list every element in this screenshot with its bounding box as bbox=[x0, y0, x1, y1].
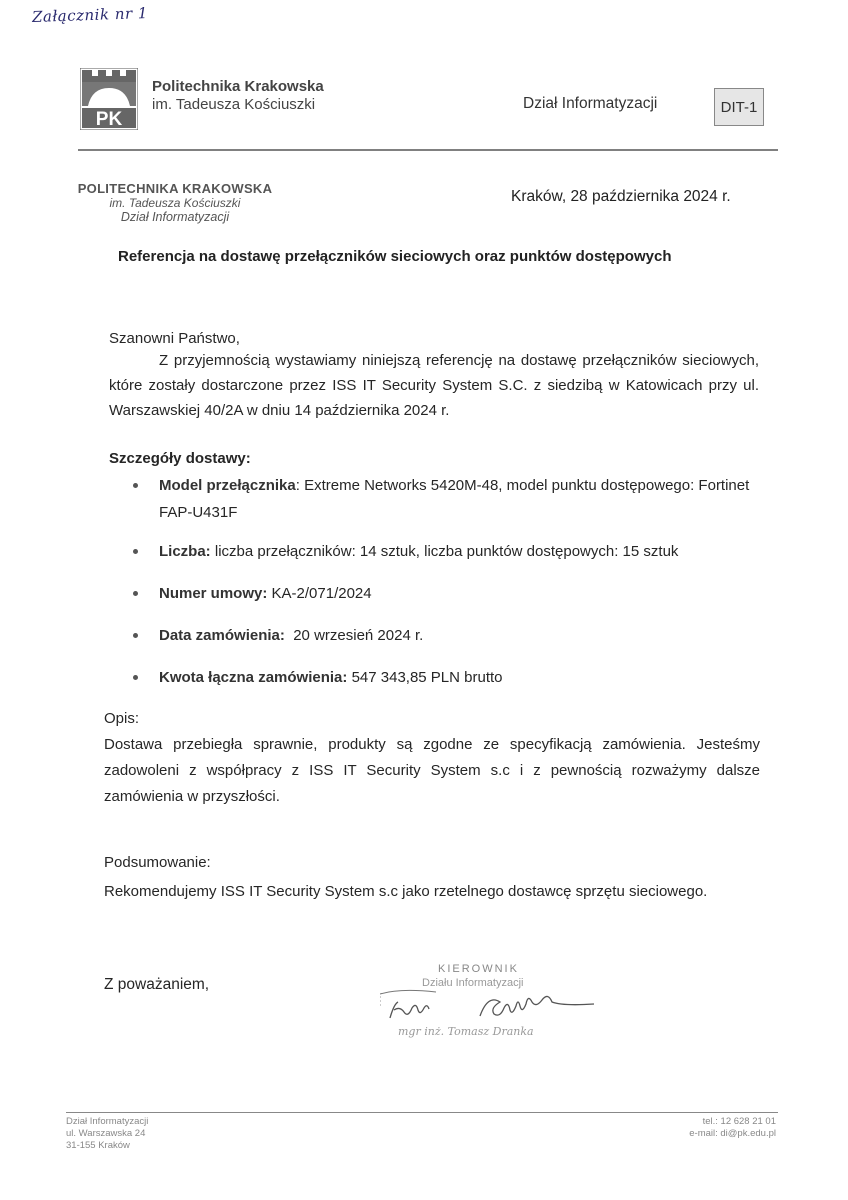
footer-divider bbox=[66, 1112, 778, 1113]
list-item-switch-model: Model przełącznika: Extreme Networks 5420M-48, model punktu dostępowego: Fortinet FAP-U431F bbox=[131, 472, 771, 526]
closing-phrase: Z poważaniem, bbox=[104, 976, 210, 993]
stamp-line-1: POLITECHNIKA KRAKOWSKA bbox=[77, 181, 273, 196]
item-label: Numer umowy: bbox=[159, 585, 268, 602]
summary-label: Podsumowanie: bbox=[104, 854, 211, 871]
item-value: liczba przełączników: 14 sztuk, liczba punktów dostępowych: 15 sztuk bbox=[214, 543, 679, 560]
description-text: Dostawa przebiegła sprawnie, produkty są zgodne ze specyfikacją zamówienia. Jesteśmy zadowoleni z współpracy z ISS IT Security System s.c i z pewnością rozważymy dalsze zamówienia w przyszłości. bbox=[104, 736, 760, 805]
bullet-icon bbox=[133, 633, 138, 638]
bullet-icon bbox=[133, 483, 138, 488]
greeting: Szanowni Państwo, bbox=[109, 330, 240, 347]
department-code-badge: DIT-1 bbox=[714, 88, 764, 126]
item-value: KA-2/071/2024 bbox=[271, 585, 372, 602]
summary-text: Rekomendujemy ISS IT Security System s.c jako rzetelnego dostawcę sprzętu sieciowego. bbox=[104, 883, 708, 900]
item-label: Model przełącznika bbox=[159, 477, 296, 494]
organization-name: Politechnika Krakowska bbox=[152, 78, 324, 95]
bullet-icon bbox=[133, 549, 138, 554]
university-logo bbox=[80, 68, 138, 130]
item-value: 547 343,85 PLN brutto bbox=[351, 669, 503, 686]
department-name: Dział Informatyzacji bbox=[523, 95, 658, 112]
handwritten-signature bbox=[380, 988, 620, 1028]
description-label: Opis: bbox=[104, 710, 140, 727]
svg-text:PK: PK bbox=[95, 109, 123, 130]
list-item-quantity bbox=[131, 538, 771, 565]
footer-phone: tel.: 12 628 21 01 bbox=[702, 1116, 776, 1127]
item-value: 20 wrzesień 2024 r. bbox=[293, 627, 424, 644]
footer-contact bbox=[689, 1116, 776, 1140]
list-item-total-amount bbox=[131, 664, 771, 691]
institution-stamp bbox=[70, 181, 280, 224]
header-divider bbox=[78, 149, 778, 151]
item-value: Extreme Networks 5420M-48, model punktu dostępowego: Fortinet FAP-U431F bbox=[159, 477, 750, 521]
delivery-details-list bbox=[131, 472, 771, 691]
list-item-order-date bbox=[131, 622, 771, 649]
bullet-icon bbox=[133, 591, 138, 596]
pk-crest-icon bbox=[80, 68, 138, 130]
document-date: Kraków, 28 października 2024 r. bbox=[511, 188, 731, 205]
signature-icon bbox=[380, 988, 620, 1028]
intro-paragraph: Z przyjemnością wystawiamy niniejszą referencję na dostawę przełączników sieciowych, które zostały dostarczone przez ISS IT Security System S.C. z siedzibą w Katowicach przy ul. Warszawskiej 40/2A w dniu 14 października 2024 r. bbox=[109, 352, 759, 419]
signature-stamp-department: Działu Informatyzacji bbox=[422, 977, 524, 989]
details-heading: Szczegóły dostawy: bbox=[109, 450, 251, 467]
signature-stamp-title: KIEROWNIK bbox=[438, 963, 519, 975]
stamp-line-2: im. Tadeusza Kościuszki bbox=[109, 196, 241, 210]
item-label: Kwota łączna zamówienia: bbox=[159, 669, 348, 686]
footer-email: e-mail: di@pk.edu.pl bbox=[689, 1128, 776, 1139]
document-title: Referencja na dostawę przełączników sieciowych oraz punktów dostępowych bbox=[118, 248, 672, 265]
signatory-name: mgr inż. Tomasz Dranka bbox=[398, 1025, 534, 1038]
bullet-icon bbox=[133, 675, 138, 680]
handwritten-attachment-note: Załącznik nr 1 bbox=[31, 3, 149, 27]
stamp-line-3: Dział Informatyzacji bbox=[120, 210, 230, 224]
item-label: Liczba: bbox=[159, 543, 211, 560]
organization-subtitle: im. Tadeusza Kościuszki bbox=[152, 96, 316, 113]
item-label: Data zamówienia: bbox=[159, 627, 285, 644]
list-item-contract-number bbox=[131, 580, 771, 607]
footer-address: Dział Informatyzacji ul. Warszawska 24 31-155 Kraków bbox=[66, 1116, 149, 1151]
